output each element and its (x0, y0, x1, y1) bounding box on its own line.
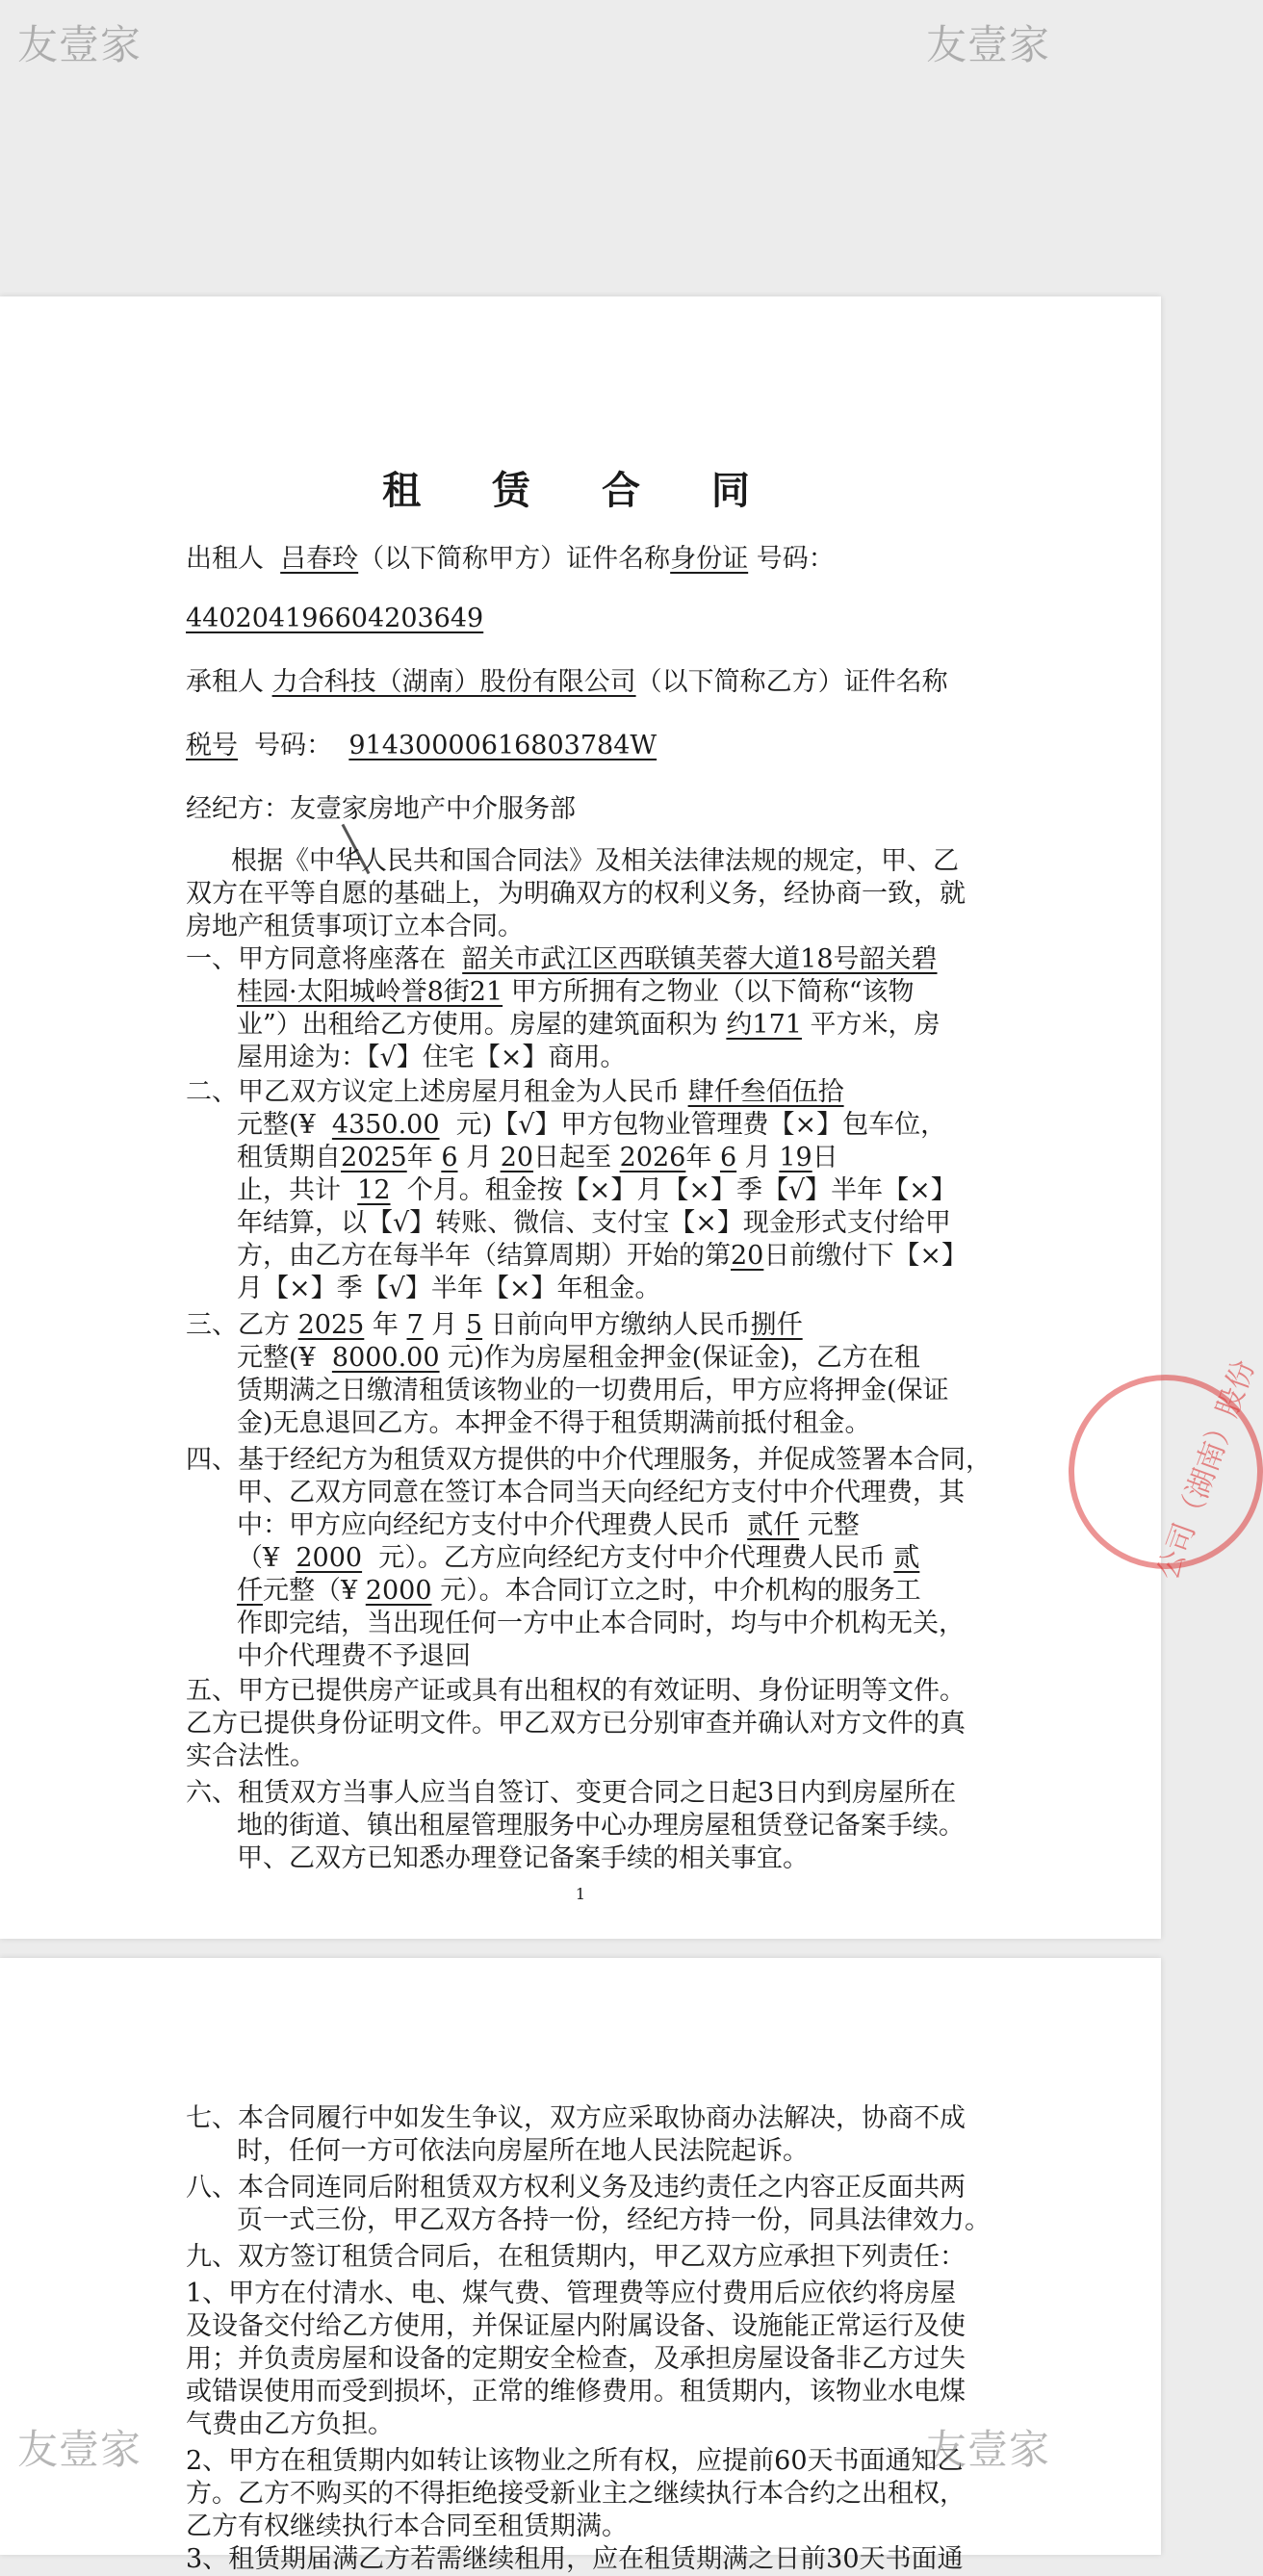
clause-3-text: 三、乙方 (186, 1310, 290, 1340)
start-day: 20 (500, 1143, 534, 1172)
contract-page-1 (0, 296, 1262, 1939)
watermark-top-right: 友壹家 (926, 21, 1051, 68)
clause-3-text: 金)无息退回乙方。本押金不得于租赁期满前抵付租金。 (237, 1408, 871, 1438)
clause-2-text: 方，由乙方在每半年（结算周期）开始的第 (237, 1241, 731, 1271)
lessee-line (186, 666, 948, 699)
lessor-label: 出租人 (186, 544, 264, 574)
seal-text: 公司（湖南）股份 (1150, 1355, 1262, 1584)
responsibility-2-text: 乙方有权继续执行本合同至租赁期满。 (186, 2512, 628, 2541)
clause-1 (186, 943, 938, 976)
responsibility-3: 3、租赁期届满乙方若需继续租用，应在租赁期满之日前30天书面通 (186, 2544, 964, 2574)
clause-4-text: 中：甲方应向经纪方支付中介代理费人民币 (237, 1510, 731, 1540)
monthly-rent-words: 肆仟叁佰伍拾 (687, 1077, 844, 1107)
clause-4-text: 元整 (807, 1510, 860, 1540)
lessor-suffix: （以下简称甲方）证件名称 (358, 544, 671, 574)
responsibility-1-text: 或错误使用而受到损坏，正常的维修费用。租赁期内，该物业水电煤 (186, 2377, 966, 2407)
lessor-id-number: 440204196604203649 (186, 604, 484, 633)
clause-4-text: 元）。乙方应向经纪方支付中介代理费人民币 (378, 1543, 886, 1573)
clause-5-text: 乙方已提供身份证明文件。甲乙双方已分别审查并确认对方文件的真 (186, 1709, 966, 1739)
deposit-day: 5 (465, 1310, 483, 1340)
floor-area: 约171 (726, 1010, 802, 1040)
clause-1-text: 一、甲方同意将座落在 (186, 944, 446, 974)
start-year: 2025 (341, 1143, 407, 1172)
deposit-amount: 8000.00 (331, 1343, 440, 1373)
lessee-id-number: 91430000616803784W (348, 731, 657, 760)
clause-5: 五、甲方已提供房产证或具有出租权的有效证明、身份证明等文件。 (186, 1676, 966, 1706)
clause-9: 九、双方签订租赁合同后，在租赁期内，甲乙双方应承担下列责任： (186, 2242, 966, 2272)
clause-5-text: 实合法性。 (186, 1741, 316, 1771)
clause-6: 六、租赁双方当事人应当自签订、变更合同之日起3日内到房屋所在 (186, 1778, 957, 1808)
payment-day: 20 (731, 1241, 764, 1271)
clause-3-text: 日前向甲方缴纳人民币 (490, 1310, 751, 1340)
clause-4-text: 中介代理费不予退回 (237, 1641, 471, 1671)
agent-fee-a-words: 贰仟 (747, 1510, 800, 1540)
clause-6-text: 地的街道、镇出租屋管理服务中心办理房屋租赁登记备案手续。 (237, 1811, 965, 1841)
clause-8-text: 页一式三份，甲乙双方各持一份，经纪方持一份，同具法律效力。 (237, 2205, 991, 2235)
deposit-words: 捌仟 (750, 1310, 803, 1340)
responsibility-1-text: 及设备交付给乙方使用，并保证屋内附属设备、设施能正常运行及使 (186, 2311, 966, 2341)
number-label: 号码： (756, 544, 835, 574)
lessee-suffix: （以下简称乙方）证件名称 (635, 667, 948, 697)
start-month: 6 (441, 1143, 458, 1172)
clause-6-text: 甲、乙双方已知悉办理登记备案手续的相关事宜。 (237, 1843, 809, 1873)
responsibility-2: 2、甲方在租赁期内如转让该物业之所有权，应提前60天书面通知乙 (186, 2446, 964, 2476)
payment-period: 月【×】季【√】半年【×】年租金。 (237, 1274, 661, 1303)
clause-2-text: 租赁期自 (237, 1143, 341, 1172)
lease-months: 12 (357, 1175, 391, 1205)
lessee-number-label: 号码： (254, 731, 333, 760)
clause-3-text: 月 (431, 1310, 458, 1340)
clause-2-text: 止，共计 (237, 1175, 341, 1205)
lessor-id-type: 身份证 (670, 544, 749, 574)
clause-2-text: 年 (406, 1143, 433, 1172)
agent-fee-a-amount: 2000 (296, 1543, 363, 1573)
property-address-cont: 桂园·太阳城岭誉8街21 (237, 977, 503, 1007)
responsibility-2-text: 方。乙方不购买的不得拒绝接受新业主之继续执行本合约之出租权， (186, 2479, 966, 2509)
watermark-bottom-right: 友壹家 (926, 2426, 1051, 2473)
end-month: 6 (719, 1143, 737, 1172)
clause-3-text: 赁期满之日缴清租赁该物业的一切费用后，甲方应将押金(保证 (237, 1376, 949, 1405)
lessee-id-type: 税号 (186, 731, 238, 760)
lessee-label: 承租人 (186, 667, 264, 697)
clause-2-text: 个月。租金按【×】月【×】季【√】半年【×】 (406, 1175, 957, 1205)
clause-4-text: 作即完结，当出现任何一方中止本合同时，均与中介机构无关， (237, 1609, 965, 1638)
agent-fee-b-words: 贰 (893, 1543, 920, 1573)
clause-2-text: 月 (744, 1143, 771, 1172)
intro-3: 房地产租赁事项订立本合同。 (186, 912, 524, 941)
lessor-name: 吕春玲 (280, 544, 359, 574)
clause-1-text: 业”）出租给乙方使用。房屋的建筑面积为 (237, 1010, 718, 1040)
clause-2-text: 日起至 (533, 1143, 612, 1172)
property-use: 屋用途为：【√】住宅【×】商用。 (237, 1043, 627, 1072)
clause-2-text: 月 (466, 1143, 493, 1172)
clause-2-text: 年 (685, 1143, 712, 1172)
clause-8: 八、本合同连同后附租赁双方权利义务及违约责任之内容正反面共两 (186, 2173, 966, 2202)
clause-4: 四、基于经纪方为租赁双方提供的中介代理服务，并促成签署本合同， (186, 1445, 992, 1475)
clause-3 (186, 1309, 803, 1342)
watermark-top-left: 友壹家 (17, 21, 142, 68)
property-address: 韶关市武江区西联镇芙蓉大道18号韶关碧 (462, 944, 938, 974)
clause-4-text: 甲、乙双方同意在签订本合同当天向经纪方支付中介代理费，其 (237, 1478, 965, 1507)
clause-4-text: 元整（¥ (263, 1576, 358, 1606)
responsibility-1: 1、甲方在付清水、电、煤气费、管理费等应付费用后应依约将房屋 (186, 2279, 957, 2308)
responsibility-1-text: 用；并负责房屋和设备的定期安全检查，及承担房屋设备非乙方过失 (186, 2344, 966, 2374)
lessee-name: 力合科技（湖南）股份有限公司 (271, 667, 636, 697)
monthly-rent-amount: 4350.00 (331, 1110, 440, 1140)
agent-fee-b-amount: 2000 (365, 1576, 432, 1606)
page-number: 1 (575, 1885, 586, 1903)
clause-3-text: 元整(¥ (237, 1343, 316, 1373)
intro-2: 双方在平等自愿的基础上，为明确双方的权利义务，经协商一致，就 (186, 879, 966, 909)
clause-2-text: 元整(¥ (237, 1110, 316, 1140)
clause-1-text: 平方米，房 (810, 1010, 941, 1040)
clause-2-text: 日 (812, 1143, 838, 1172)
end-day: 19 (779, 1143, 812, 1172)
intro-1: 根据《中华人民共和国合同法》及相关法律法规的规定，甲、乙 (231, 846, 959, 876)
clause-3-text: 年 (372, 1310, 399, 1340)
end-year: 2026 (619, 1143, 686, 1172)
clause-2-text: 元)【√】甲方包物业管理费【×】包车位， (455, 1110, 947, 1140)
clause-4-text: （¥ (237, 1543, 280, 1573)
lessor-line (186, 543, 835, 576)
clause-7: 七、本合同履行中如发生争议，双方应采取协商办法解决，协商不成 (186, 2103, 966, 2133)
clause-1-text: 甲方所拥有之物业（以下简称“该物 (510, 977, 915, 1007)
agent-fee-b-words-cont: 仟 (237, 1576, 263, 1606)
clause-7-text: 时，任何一方可依法向房屋所在地人民法院起诉。 (237, 2136, 809, 2166)
responsibility-1-text: 气费由乙方负担。 (186, 2409, 394, 2439)
watermark-bottom-left: 友壹家 (17, 2426, 142, 2473)
agent-line: 经纪方：友壹家房地产中介服务部 (186, 794, 576, 824)
clause-3-text: 元)作为房屋租金押金(保证金)，乙方在租 (448, 1343, 920, 1373)
deposit-year: 2025 (297, 1310, 365, 1340)
clause-4-text: 元）。本合同订立之时，中介机构的服务工 (440, 1576, 921, 1606)
payment-method: 年结算，以【√】转账、微信、支付宝【×】现金形式支付给甲 (237, 1208, 951, 1238)
deposit-month: 7 (406, 1310, 424, 1340)
clause-2-text: 日前缴付下【×】 (763, 1241, 967, 1271)
clause-2-text: 二、甲乙双方议定上述房屋月租金为人民币 (186, 1077, 680, 1107)
contract-title: 租 赁 合 同 (382, 468, 779, 513)
company-seal (1069, 1355, 1263, 1584)
clause-2 (186, 1076, 844, 1109)
